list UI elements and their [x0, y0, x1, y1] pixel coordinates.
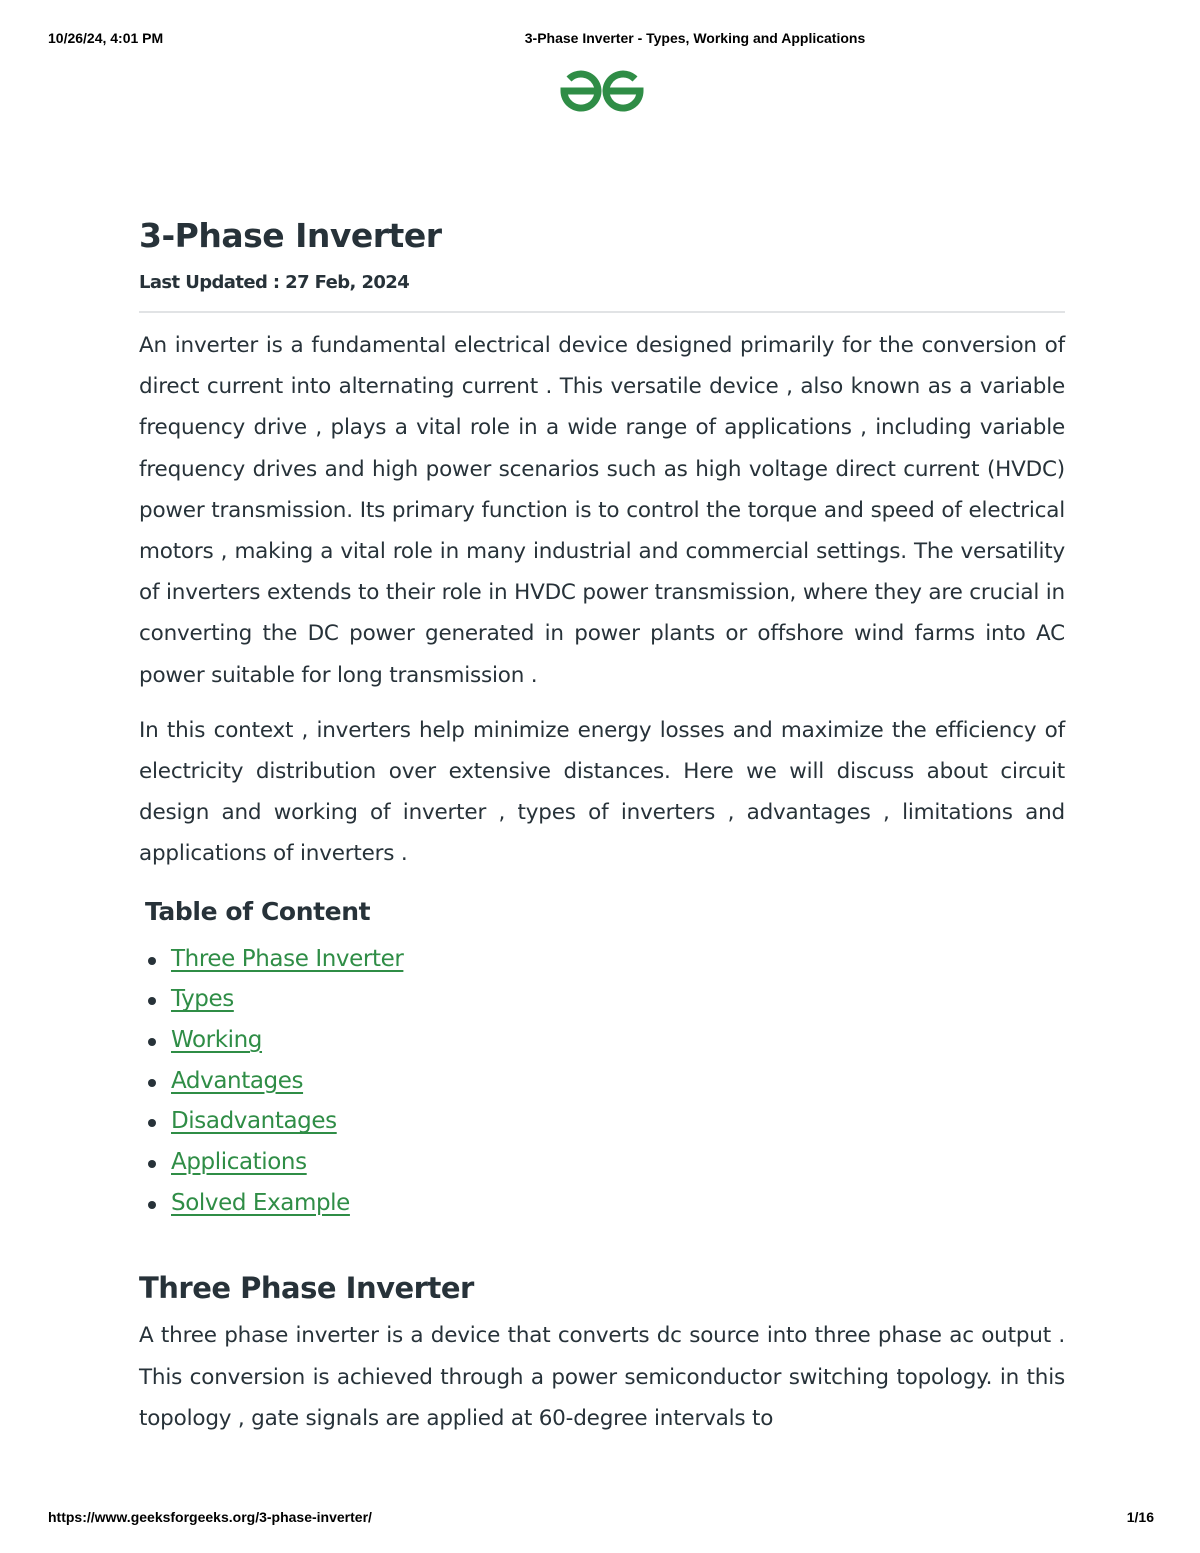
title-divider: [139, 311, 1065, 313]
bullet-icon: [148, 1119, 156, 1127]
toc-link-three-phase-inverter[interactable]: Three Phase Inverter: [171, 945, 404, 972]
bullet-icon: [148, 1201, 156, 1209]
toc-link-types[interactable]: Types: [171, 986, 234, 1013]
toc-link-advantages[interactable]: Advantages: [171, 1067, 304, 1094]
page-title: 3-Phase Inverter: [139, 216, 442, 255]
bullet-icon: [148, 997, 156, 1005]
intro-paragraph-2: In this context , inverters help minimize energy losses and maximize the efficiency of electricity distribution over extensive distances. Here we will discuss about circuit design and working of inverter , types of inverters , advantages , limitations and applications of inverters .: [139, 717, 1065, 867]
toc-link-applications[interactable]: Applications: [171, 1149, 307, 1176]
bullet-icon: [148, 1160, 156, 1168]
toc-item-applications: [145, 1144, 1065, 1185]
print-header: [0, 30, 1200, 50]
bullet-icon: [148, 1038, 156, 1046]
toc-item-disadvantages: [145, 1103, 1065, 1144]
toc-link-working[interactable]: Working: [171, 1027, 263, 1054]
toc-item-solved-example: [145, 1185, 1065, 1226]
print-doc-title: 3-Phase Inverter - Types, Working and Applications: [524, 30, 866, 46]
toc-heading: Table of Content: [145, 896, 371, 926]
toc-link-disadvantages[interactable]: Disadvantages: [171, 1108, 337, 1135]
section-paragraph: A three phase inverter is a device that converts dc source into three phase ac output . This conversion is achieved through a power semiconductor switching topology. in this topology , gate signals are applied at 60-degree intervals to: [139, 1323, 1065, 1431]
table-of-content: [139, 895, 1065, 1226]
intro-paragraph-1: An inverter is a fundamental electrical device designed primarily for the conversion of direct current into alternating current . This versatile device , also known as a variable frequency drive , plays a vital role in a wide range of applications , including variable frequency drives and high power scenarios such as high voltage direct current (HVDC) power transmission. Its primary function is to control the torque and speed of electrical motors , making a vital role in many industrial and commercial settings. The versatility of inverters extends to their role in HVDC power transmission, where they are crucial in converting the DC power generated in power plants or offshore wind farms into AC power suitable for long transmission .: [139, 333, 1065, 688]
page-number: 1/16: [1126, 1509, 1154, 1525]
print-footer: [0, 1509, 1200, 1529]
print-datetime: 10/26/24, 4:01 PM: [48, 30, 164, 46]
last-updated: Last Updated : 27 Feb, 2024: [139, 272, 410, 293]
article-content: [139, 212, 1065, 1439]
geeksforgeeks-logo-icon[interactable]: [558, 66, 646, 116]
toc-link-solved-example[interactable]: Solved Example: [171, 1189, 350, 1216]
toc-item-types: [145, 981, 1065, 1022]
toc-item-three-phase-inverter: [145, 941, 1065, 982]
toc-item-advantages: [145, 1063, 1065, 1104]
bullet-icon: [148, 1079, 156, 1087]
toc-list: [145, 941, 1065, 1226]
print-url: https://www.geeksforgeeks.org/3-phase-inverter/: [48, 1509, 372, 1525]
toc-item-working: [145, 1022, 1065, 1063]
section-heading-three-phase-inverter: Three Phase Inverter: [139, 1271, 474, 1306]
bullet-icon: [148, 957, 156, 965]
